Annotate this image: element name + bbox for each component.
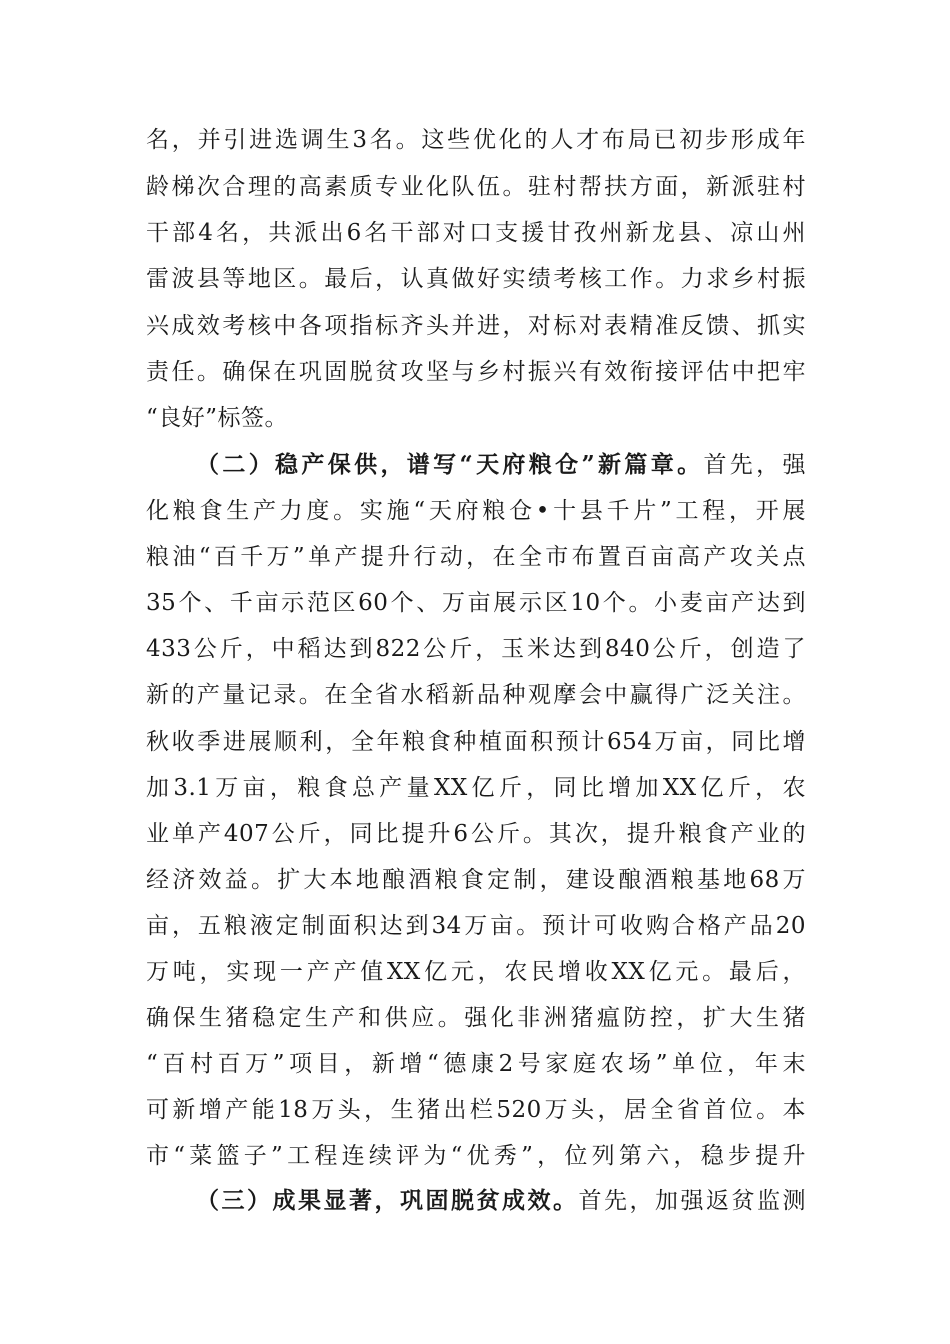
text-line: 新的产量记录。在全省水稻新品种观摩会中赢得广泛关注。	[146, 682, 806, 708]
section-heading-title: （三）成果显著，巩固脱贫成效。	[196, 1187, 579, 1214]
text-line: 名，并引进选调生3名。这些优化的人才布局已初步形成年	[146, 127, 806, 153]
text-line: 责任。确保在巩固脱贫攻坚与乡村振兴有效衔接评估中把牢	[146, 359, 806, 385]
text-line: 万吨，实现一产产值XX亿元，农民增收XX亿元。最后，	[146, 959, 806, 985]
text-line: 化粮食生产力度。实施“天府粮仓•十县千片”工程，开展	[146, 498, 806, 524]
section-heading-line: （二）稳产保供，谱写“天府粮仓”新篇章。首先，强	[196, 451, 807, 478]
text-line: 雷波县等地区。最后，认真做好实绩考核工作。力求乡村振	[146, 266, 806, 292]
text-line: 龄梯次合理的高素质专业化队伍。驻村帮扶方面，新派驻村	[146, 174, 806, 200]
text-line: 亩，五粮液定制面积达到34万亩。预计可收购合格产品20	[146, 913, 806, 939]
text-line: 经济效益。扩大本地酿酒粮食定制，建设酿酒粮基地68万	[146, 867, 806, 893]
text-line: 业单产407公斤，同比提升6公斤。其次，提升粮食产业的	[146, 821, 806, 847]
text-line: 加3.1万亩，粮食总产量XX亿斤，同比增加XX亿斤，农	[146, 775, 806, 801]
text-line: 可新增产能18万头，生猪出栏520万头，居全省首位。本	[146, 1097, 806, 1123]
text-line: “百村百万”项目，新增“德康2号家庭农场”单位，年末	[146, 1051, 806, 1077]
text-line: 35个、千亩示范区60个、万亩展示区10个。小麦亩产达到	[146, 590, 806, 616]
text-line: 粮油“百千万”单产提升行动，在全市布置百亩高产攻关点	[146, 544, 806, 570]
text-line: 确保生猪稳定生产和供应。强化非洲猪瘟防控，扩大生猪	[146, 1005, 806, 1031]
text-line: 433公斤，中稻达到822公斤，玉米达到840公斤，创造了	[146, 636, 806, 662]
section-heading-title: （二）稳产保供，谱写“天府粮仓”新篇章。	[196, 451, 704, 478]
text-line: 市“菜篮子”工程连续评为“优秀”，位列第六，稳步提升	[146, 1143, 806, 1169]
text-line: “良好”标签。	[146, 405, 289, 431]
section-heading-line: （三）成果显著，巩固脱贫成效。首先，加强返贫监测	[196, 1187, 806, 1214]
text-line: 兴成效考核中各项指标齐头并进，对标对表精准反馈、抓实	[146, 313, 806, 339]
text-line: 干部4名，共派出6名干部对口支援甘孜州新龙县、凉山州	[146, 220, 806, 246]
text-line: 秋收季进展顺利，全年粮食种植面积预计654万亩，同比增	[146, 729, 806, 755]
